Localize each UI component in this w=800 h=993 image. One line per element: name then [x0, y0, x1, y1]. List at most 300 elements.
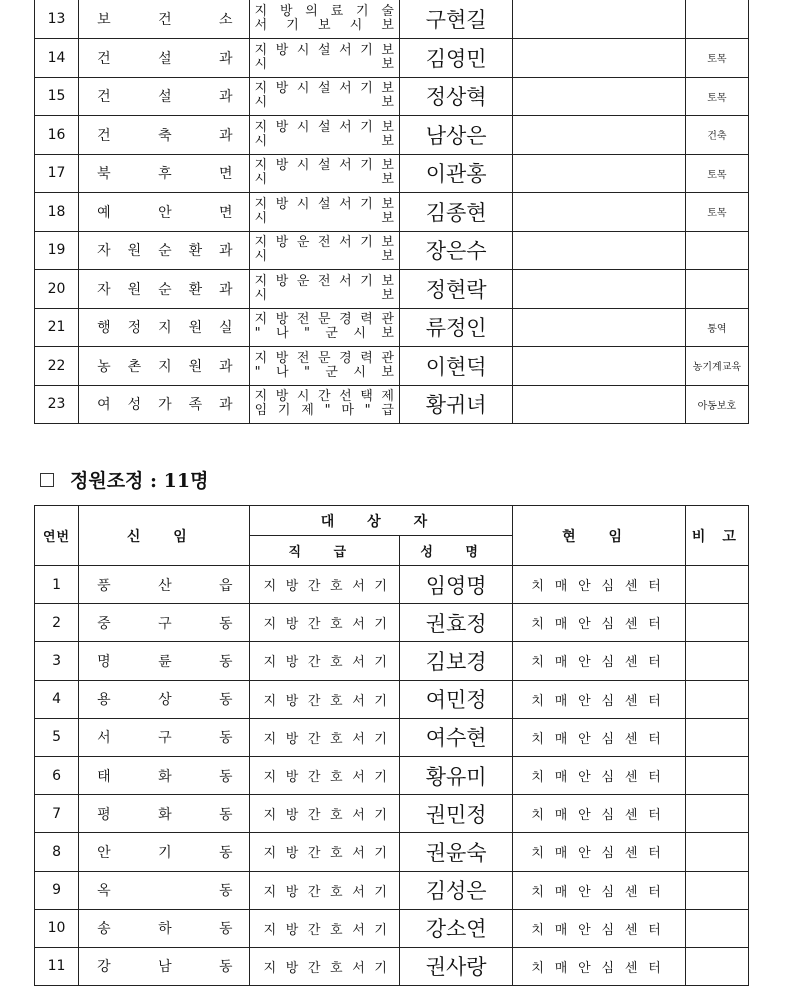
note-cell: 토목	[685, 154, 748, 193]
note-cell	[685, 231, 748, 270]
rank-char: 방	[285, 846, 299, 862]
new-post-char: 산	[158, 577, 172, 594]
rank-char: 방	[285, 693, 299, 709]
rank-line-1	[255, 82, 394, 96]
row-number: 21	[35, 308, 79, 347]
person-name: 김종현	[399, 193, 512, 232]
person-name: 정상혁	[399, 77, 512, 116]
rank-line-2	[255, 135, 394, 149]
new-post-char: 화	[158, 806, 172, 823]
rank-char: 방	[275, 235, 289, 251]
rank-char: 설	[318, 119, 331, 135]
department-cell	[79, 385, 249, 424]
rank-cell	[249, 756, 399, 794]
row-number: 8	[35, 833, 79, 871]
rank-char: 지	[254, 350, 268, 366]
rank-char: 기	[360, 196, 373, 212]
rank-char: 기	[374, 731, 387, 747]
rank-char: 지	[263, 770, 277, 786]
rank-char: 경	[339, 350, 352, 366]
rank-char: 서	[352, 579, 365, 595]
rank-char: 간	[307, 655, 321, 671]
new-post-cell	[79, 566, 249, 604]
rank-char: 호	[330, 960, 343, 976]
rank-cell	[249, 193, 399, 232]
rank-char: 방	[275, 42, 289, 58]
department-char: 원	[188, 320, 203, 337]
new-post-char: 동	[219, 730, 233, 747]
table-row	[35, 39, 749, 78]
rank-char: 보	[381, 133, 394, 149]
rank-char: 운	[296, 273, 310, 289]
rank-char: 임	[254, 403, 268, 419]
current-post-char: 터	[648, 693, 661, 709]
current-post-char: 안	[578, 693, 591, 709]
current-post-cell	[513, 756, 685, 794]
department-char: 정	[127, 320, 142, 337]
current-post-char: 치	[531, 731, 544, 747]
rank-char: 서	[352, 655, 365, 671]
header-current: 현 임	[513, 506, 685, 566]
new-post-name	[79, 727, 248, 747]
rank-cell	[249, 795, 399, 833]
current-post-char: 안	[578, 846, 591, 862]
rank-char: 시	[296, 119, 310, 135]
rank-cell	[249, 909, 399, 947]
rank-char: 전	[296, 312, 310, 328]
rank-char: 의	[305, 4, 318, 19]
table-row	[35, 193, 749, 232]
current-post-char: 안	[578, 960, 591, 976]
new-post-char: 서	[97, 730, 111, 747]
new-post-name	[79, 804, 248, 824]
rank-cell	[249, 116, 399, 155]
rank-char: 호	[330, 731, 343, 747]
department-char: 과	[219, 127, 233, 144]
rank-char: 기	[360, 235, 373, 251]
rank-line-2	[255, 19, 394, 33]
current-post-cell	[513, 871, 685, 909]
new-post-cell	[79, 756, 249, 794]
rank-char: 보	[317, 18, 331, 33]
department-char: 후	[158, 166, 172, 183]
rank-char: 기	[356, 4, 369, 19]
rank-char: 문	[318, 312, 331, 328]
note-cell: 토목	[685, 77, 748, 116]
current-post-char: 심	[601, 770, 614, 786]
rank-char: 시	[353, 364, 366, 380]
department-name	[79, 48, 248, 68]
current-post-name	[513, 690, 684, 709]
department-char: 과	[219, 358, 233, 375]
rank-char: "	[324, 403, 331, 419]
rank-char: 설	[318, 196, 331, 212]
rank-char: 관	[381, 312, 394, 328]
rank-text	[250, 957, 399, 976]
rank-line-1	[255, 236, 394, 250]
rank-text	[250, 842, 399, 861]
rank-char: 시	[254, 95, 268, 111]
current-post-char: 안	[578, 922, 591, 938]
rank-char: 시	[296, 81, 310, 97]
rank-char: 기	[374, 960, 387, 976]
current-post-cell	[513, 116, 685, 155]
rank-text	[250, 690, 399, 709]
rank-char: 지	[263, 960, 277, 976]
current-post-cell	[513, 39, 685, 78]
current-post-cell	[513, 231, 685, 270]
row-number: 13	[35, 0, 79, 39]
current-post-char: 센	[624, 693, 638, 709]
rank-cell	[249, 871, 399, 909]
new-post-char: 동	[219, 921, 233, 938]
current-post-char: 안	[578, 731, 591, 747]
new-post-cell	[79, 909, 249, 947]
rank-char: 방	[285, 731, 299, 747]
rank-char: 보	[381, 56, 394, 72]
row-number: 6	[35, 756, 79, 794]
person-name: 김보경	[399, 642, 512, 680]
new-post-char: 동	[219, 883, 233, 900]
rank-char: 서	[352, 731, 365, 747]
current-post-char: 심	[601, 731, 614, 747]
rank-char: 지	[263, 731, 277, 747]
current-post-char: 센	[624, 960, 638, 976]
rank-char: 보	[381, 119, 394, 135]
department-char: 가	[158, 397, 172, 414]
person-name: 남상은	[399, 116, 512, 155]
rank-char: 호	[330, 922, 343, 938]
note-cell: 건축	[685, 116, 748, 155]
current-post-char: 치	[531, 808, 544, 824]
rank-char: 군	[325, 364, 338, 380]
rank-char: 시	[296, 42, 310, 58]
rank-char: 서	[352, 884, 365, 900]
rank-char: 방	[285, 617, 299, 633]
rank-char: 서	[254, 18, 268, 33]
rank-char: 호	[330, 693, 343, 709]
rank-char: 기	[374, 655, 387, 671]
rank-char: 방	[275, 350, 289, 366]
checkbox-square-icon	[40, 473, 54, 487]
department-cell	[79, 39, 249, 78]
current-post-cell	[513, 77, 685, 116]
table-row	[35, 566, 749, 604]
table-row	[35, 308, 749, 347]
rank-char: 간	[307, 579, 321, 595]
row-number: 18	[35, 193, 79, 232]
current-post-char: 터	[648, 770, 661, 786]
current-post-char: 매	[554, 731, 568, 747]
rank-char: 서	[352, 846, 365, 862]
rank-text	[250, 613, 399, 632]
rank-char: 지	[263, 617, 277, 633]
rank-char: 경	[339, 312, 352, 328]
department-cell	[79, 193, 249, 232]
adjustment-table	[34, 505, 749, 986]
current-post-char: 심	[601, 579, 614, 595]
rank-char: 간	[307, 960, 321, 976]
rank-char: 호	[330, 884, 343, 900]
rank-cell	[249, 642, 399, 680]
person-name: 정현락	[399, 270, 512, 309]
rank-char: 간	[307, 731, 321, 747]
rank-line-1	[255, 198, 394, 212]
new-post-char: 송	[97, 921, 111, 938]
department-char: 자	[97, 281, 111, 298]
new-post-char: 옥	[97, 883, 111, 900]
person-name: 류정인	[399, 308, 512, 347]
rank-char: 서	[339, 196, 352, 212]
row-number: 11	[35, 947, 79, 985]
row-number: 10	[35, 909, 79, 947]
current-post-char: 터	[648, 846, 661, 862]
rank-char: 지	[263, 808, 277, 824]
rank-char: 시	[349, 18, 363, 33]
new-post-name	[79, 575, 248, 595]
rank-char: 방	[285, 770, 299, 786]
department-cell	[79, 154, 249, 193]
rank-char: 보	[381, 326, 394, 342]
rank-line-2	[255, 366, 394, 380]
new-post-char: 태	[97, 768, 111, 785]
current-post-name	[513, 766, 684, 785]
new-post-name	[79, 956, 248, 976]
person-name: 권민정	[399, 795, 512, 833]
new-post-cell	[79, 718, 249, 756]
current-post-char: 치	[531, 655, 544, 671]
rank-char: 기	[374, 884, 387, 900]
department-char: 설	[158, 89, 172, 106]
rank-cell	[249, 308, 399, 347]
rank-text	[250, 728, 399, 747]
rank-char: 설	[318, 158, 331, 174]
current-post-name	[513, 651, 684, 670]
row-number: 14	[35, 39, 79, 78]
current-post-char: 센	[624, 579, 638, 595]
department-char: 성	[127, 397, 142, 414]
current-post-char: 매	[554, 693, 568, 709]
person-name: 여민정	[399, 680, 512, 718]
rank-line-1	[255, 5, 394, 19]
rank-char: 간	[307, 770, 321, 786]
rank-char: 보	[381, 273, 394, 289]
current-post-char: 안	[578, 655, 591, 671]
rank-char: 호	[330, 617, 343, 633]
row-number: 20	[35, 270, 79, 309]
department-char: 자	[97, 243, 111, 260]
new-post-cell	[79, 871, 249, 909]
current-post-name	[513, 804, 684, 823]
new-post-cell	[79, 642, 249, 680]
rank-char: 방	[275, 158, 289, 174]
rank-cell	[249, 270, 399, 309]
rank-char: 지	[254, 273, 268, 289]
new-post-char: 기	[158, 844, 172, 861]
department-char: 순	[158, 243, 172, 260]
rank-char: 술	[381, 4, 394, 19]
new-post-name	[79, 766, 248, 786]
row-number: 2	[35, 604, 79, 642]
note-cell	[685, 795, 748, 833]
new-post-cell	[79, 833, 249, 871]
rank-char: 급	[381, 403, 394, 419]
new-post-char: 동	[219, 653, 233, 670]
rank-line-1	[255, 44, 394, 58]
rank-cell	[249, 39, 399, 78]
rank-char: 서	[339, 235, 352, 251]
header-target: 대 상 자	[249, 506, 513, 536]
person-name: 권효정	[399, 604, 512, 642]
current-post-char: 센	[624, 655, 638, 671]
current-post-cell	[513, 718, 685, 756]
new-post-char: 구	[158, 615, 172, 632]
current-post-char: 치	[531, 617, 544, 633]
header-rank: 직 급	[249, 536, 399, 566]
current-post-name	[513, 957, 684, 976]
current-post-char: 터	[648, 731, 661, 747]
current-post-char: 치	[531, 693, 544, 709]
current-post-cell	[513, 680, 685, 718]
current-post-char: 치	[531, 770, 544, 786]
rank-char: 지	[263, 655, 277, 671]
current-post-char: 안	[578, 617, 591, 633]
rank-char: 전	[296, 350, 310, 366]
rank-char: 지	[254, 81, 268, 97]
current-post-char: 치	[531, 579, 544, 595]
current-post-char: 매	[554, 655, 568, 671]
current-post-char: 매	[554, 579, 568, 595]
note-cell: 농기계교육	[685, 347, 748, 386]
new-post-char: 상	[158, 692, 172, 709]
note-cell	[685, 871, 748, 909]
rank-char: 간	[307, 617, 321, 633]
rank-line-1	[255, 159, 394, 173]
rank-line-2	[255, 404, 394, 418]
rank-char: 시	[296, 389, 310, 405]
new-post-char: 하	[158, 921, 172, 938]
department-char: 보	[97, 12, 111, 28]
rank-cell	[249, 0, 399, 39]
rank-char: 보	[381, 196, 394, 212]
current-post-char: 매	[554, 884, 568, 900]
new-post-char: 화	[158, 768, 172, 785]
rank-text	[250, 881, 399, 900]
rank-char: 방	[275, 196, 289, 212]
row-number: 7	[35, 795, 79, 833]
current-post-cell	[513, 308, 685, 347]
rank-text	[250, 804, 399, 823]
rank-line-2	[255, 212, 394, 226]
rank-char: 력	[360, 312, 373, 328]
rank-char: 시	[254, 210, 268, 226]
rank-char: 기	[286, 18, 299, 33]
department-char: 안	[158, 204, 172, 221]
department-name	[79, 394, 248, 414]
department-char: 건	[158, 12, 172, 28]
table-row	[35, 154, 749, 193]
rank-char: 보	[381, 235, 394, 251]
department-char: 건	[97, 89, 111, 106]
table-row	[35, 347, 749, 386]
row-number: 4	[35, 680, 79, 718]
rank-line-2	[255, 96, 394, 110]
rank-text	[250, 575, 399, 594]
department-char: 과	[219, 89, 233, 106]
new-post-name	[79, 613, 248, 633]
rank-char: "	[364, 403, 371, 419]
current-post-cell	[513, 154, 685, 193]
person-name: 김성은	[399, 871, 512, 909]
row-number: 9	[35, 871, 79, 909]
current-post-cell	[513, 795, 685, 833]
department-cell	[79, 0, 249, 39]
department-char: 순	[158, 281, 172, 298]
rank-line-1	[255, 390, 394, 404]
department-char: 행	[97, 320, 111, 337]
department-char: 면	[219, 166, 233, 183]
current-post-char: 치	[531, 922, 544, 938]
person-name: 권사랑	[399, 947, 512, 985]
rank-char: 제	[301, 403, 314, 419]
rank-char: 호	[330, 655, 343, 671]
person-name: 김영민	[399, 39, 512, 78]
rank-char: 기	[374, 617, 387, 633]
person-name: 이관홍	[399, 154, 512, 193]
rank-char: 설	[318, 42, 331, 58]
table-row	[35, 231, 749, 270]
new-post-char: 강	[97, 959, 111, 976]
rank-char: 지	[254, 312, 268, 328]
rank-char: 보	[381, 42, 394, 58]
new-post-char: 동	[219, 806, 233, 823]
current-post-cell	[513, 604, 685, 642]
current-post-char: 치	[531, 846, 544, 862]
current-post-char: 센	[624, 922, 638, 938]
current-post-char: 심	[601, 922, 614, 938]
rank-char: 지	[263, 846, 277, 862]
current-post-char: 안	[578, 579, 591, 595]
rank-cell	[249, 680, 399, 718]
rank-char: 서	[339, 81, 352, 97]
rank-char: 보	[381, 249, 394, 265]
department-cell	[79, 231, 249, 270]
department-cell	[79, 270, 249, 309]
rank-char: 지	[263, 579, 277, 595]
rank-char: 방	[285, 808, 299, 824]
rank-char: 방	[275, 273, 289, 289]
header-note: 비 고	[685, 506, 748, 566]
note-cell	[685, 604, 748, 642]
new-post-name	[79, 689, 248, 709]
rank-char: 방	[285, 884, 299, 900]
department-char: 농	[97, 358, 111, 375]
note-cell	[685, 909, 748, 947]
rank-char: 기	[277, 403, 291, 419]
rank-char: 제	[381, 389, 394, 405]
rank-char: 호	[330, 808, 343, 824]
rank-line-2	[255, 58, 394, 72]
current-post-cell	[513, 385, 685, 424]
rank-char: 호	[330, 579, 343, 595]
current-post-cell	[513, 566, 685, 604]
note-cell: 토목	[685, 39, 748, 78]
rank-char: 간	[307, 922, 321, 938]
current-post-char: 센	[624, 617, 638, 633]
table-row	[35, 604, 749, 642]
department-char: 족	[188, 397, 203, 414]
table-row	[35, 116, 749, 155]
